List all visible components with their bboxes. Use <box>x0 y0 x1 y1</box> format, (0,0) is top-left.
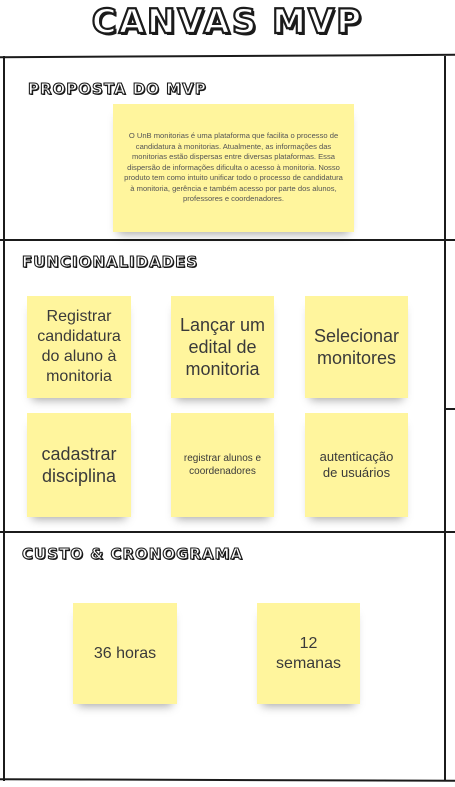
sticky-note-horas[interactable]: 36 horas <box>73 603 177 704</box>
sticky-note-selecionar-monitores[interactable]: Selecionar monitores <box>305 296 408 398</box>
frame-right-line <box>444 56 446 781</box>
sticky-note-semanas[interactable]: 12 semanas <box>257 603 360 704</box>
section-title-proposta: PROPOSTA DO MVP <box>28 80 207 98</box>
sticky-note-registrar-alunos[interactable]: registrar alunos e coordenadores <box>171 413 274 517</box>
sticky-note-autenticacao[interactable]: autenticação de usuários <box>305 413 408 517</box>
frame-right-tick <box>444 408 455 410</box>
frame-left-line <box>3 56 5 781</box>
canvas-title: CANVAS MVP <box>91 2 364 42</box>
section-divider-1 <box>0 239 455 241</box>
sticky-note-cadastrar-disciplina[interactable]: cadastrar disciplina <box>27 413 131 517</box>
frame-bottom-line <box>0 778 455 782</box>
section-title-funcionalidades: FUNCIONALIDADES <box>22 253 199 271</box>
section-title-custo: CUSTO & CRONOGRAMA <box>22 545 244 563</box>
section-divider-2 <box>0 531 455 533</box>
sticky-note-proposta[interactable]: O UnB monitorias é uma plataforma que facilita o processo de candidatura à monitorias. Atualmente, as informações das monitorias estão dispersas entre diversas plataformas. Essa dispersão de informações dificulta o acesso à monitoria. Nosso produto tem como intuito unificar todo o processo de candidatura à monitoria, gerência e também acesso por parte dos alunos, professores e coordenadores. <box>113 104 354 232</box>
sticky-note-registrar-candidatura[interactable]: Registrar candidatura do aluno à monitoria <box>27 296 131 398</box>
sticky-note-lancar-edital[interactable]: Lançar um edital de monitoria <box>171 296 274 398</box>
frame-top-line <box>0 54 455 58</box>
